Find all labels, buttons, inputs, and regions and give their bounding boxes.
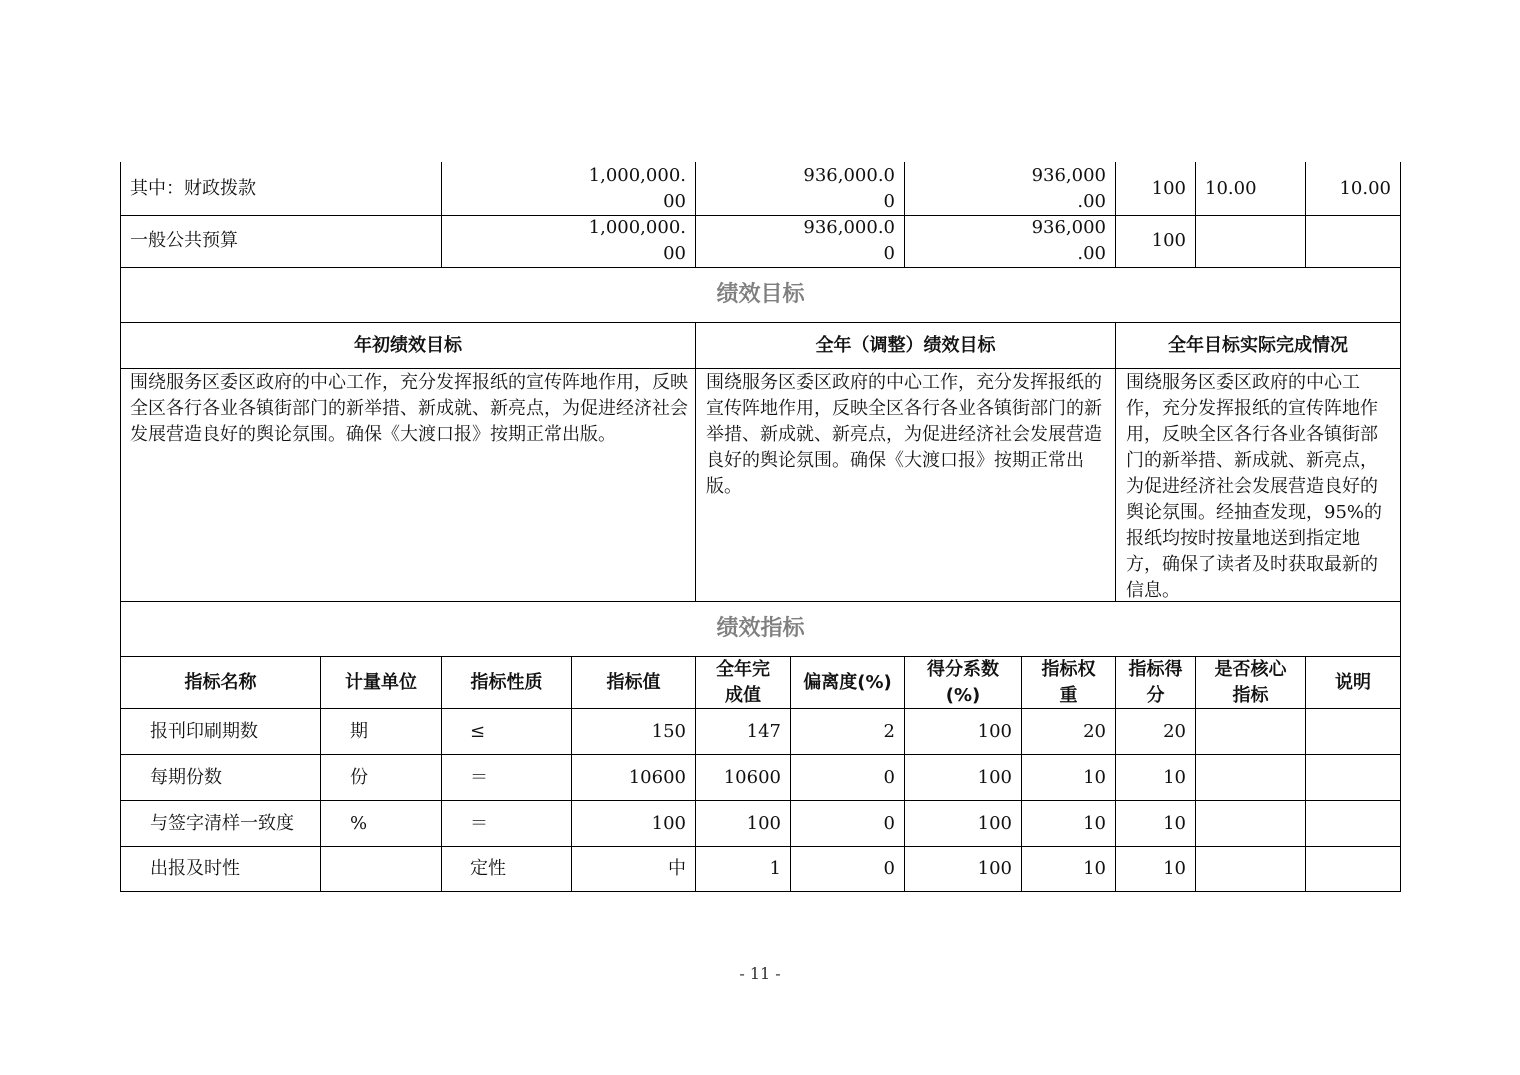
indicator-header-done: [696, 657, 790, 708]
indicator-header-deviation: 偏离度(%): [803, 671, 892, 693]
budget-row-value-2: [699, 215, 895, 267]
indicator-done: 1: [769, 858, 781, 879]
value-line: 936,000.0: [803, 165, 895, 186]
indicator-core: [1196, 709, 1305, 754]
budget-row-score: [1308, 215, 1391, 267]
indicator-note: [1306, 709, 1400, 754]
value-line: .00: [1077, 243, 1106, 264]
header-line: 全年完: [716, 659, 770, 680]
budget-row-label: 一般公共预算: [130, 230, 238, 251]
indicator-nature: 定性: [470, 858, 506, 879]
indicator-done: 147: [746, 720, 781, 742]
indicator-nature: ≤: [470, 720, 486, 742]
value-line: 1,000,000.: [588, 217, 686, 238]
table-border-right: [1400, 162, 1401, 892]
indicator-weight: 10: [1083, 812, 1106, 834]
header-line: 指标得: [1128, 659, 1183, 680]
indicator-unit: %: [350, 812, 368, 834]
indicator-coef: 100: [977, 812, 1012, 834]
grid-line: [120, 368, 1401, 369]
indicator-core: [1196, 847, 1305, 891]
indicator-score: 10: [1163, 766, 1186, 788]
indicator-score: 10: [1163, 812, 1186, 834]
indicator-header-score: [1116, 657, 1195, 708]
indicator-header-note: 说明: [1335, 671, 1371, 693]
value-line: 0: [883, 243, 895, 264]
value-line: 936,000.0: [803, 217, 895, 238]
budget-row-value-1: [445, 215, 686, 267]
indicator-header-unit: 计量单位: [345, 671, 417, 693]
section-title-indicators: 绩效指标: [716, 616, 805, 641]
indicator-name: 出报及时性: [150, 858, 240, 879]
budget-row-score: 10.00: [1339, 177, 1391, 199]
indicator-unit: 期: [350, 720, 368, 742]
indicator-score: 20: [1163, 720, 1186, 742]
indicator-coef: 100: [977, 858, 1012, 879]
indicator-value: 100: [651, 812, 686, 834]
indicator-core: [1196, 755, 1305, 800]
indicator-header-name: 指标名称: [184, 671, 257, 693]
value-line: 00: [663, 191, 686, 212]
indicator-coef: 100: [977, 720, 1012, 742]
value-line: 1,000,000.: [588, 165, 686, 186]
value-line: 00: [663, 243, 686, 264]
indicator-note: [1306, 755, 1400, 800]
indicator-header-core: [1196, 657, 1305, 708]
budget-row-value-1: [445, 163, 686, 215]
indicator-weight: 20: [1083, 720, 1106, 742]
indicator-done: 10600: [723, 766, 781, 788]
value-line: 936,000: [1031, 165, 1106, 186]
indicator-header-weight: [1022, 657, 1115, 708]
indicator-name: 与签字清样一致度: [150, 812, 294, 834]
header-line: 重: [1059, 685, 1078, 706]
value-line: 936,000: [1031, 217, 1106, 238]
goals-header-adjusted: 全年（调整）绩效目标: [815, 334, 996, 356]
indicator-name: 报刊印刷期数: [150, 720, 258, 742]
header-line: 得分系数: [927, 659, 999, 680]
indicator-weight: 10: [1083, 858, 1106, 879]
goals-initial-text: 围绕服务区委区政府的中心工作，充分发挥报纸的宣传阵地作用，反映全区各行各业各镇街部门的新举措、新成就、新亮点，为促进经济社会发展营造良好的舆论氛围。确保《大渡口报》按期正常出版。: [130, 372, 688, 445]
header-line: 指标权: [1041, 659, 1096, 680]
budget-row-value-2: [699, 163, 895, 215]
indicator-coef: 100: [977, 766, 1012, 788]
indicator-value: 中: [668, 858, 686, 879]
indicator-deviation: 0: [883, 812, 895, 834]
indicator-nature: ＝: [470, 766, 488, 788]
header-line: 分: [1146, 685, 1165, 706]
indicator-weight: 10: [1083, 766, 1106, 788]
header-line: (%): [945, 685, 981, 706]
indicator-note: [1306, 847, 1400, 891]
header-line: 成值: [725, 685, 761, 706]
goals-adjusted-text: 围绕服务区委区政府的中心工作，充分发挥报纸的宣传阵地作用，反映全区各行各业各镇街部门的新举措、新成就、新亮点，为促进经济社会发展营造良好的舆论氛围。确保《大渡口报》按期正常出版。: [706, 372, 1102, 497]
budget-row-value-3: [908, 215, 1106, 267]
budget-row-weight: [1205, 215, 1300, 267]
indicator-score: 10: [1163, 858, 1186, 879]
indicator-deviation: 0: [883, 858, 895, 879]
indicator-value: 10600: [628, 766, 686, 788]
indicator-done: 100: [746, 812, 781, 834]
header-line: 是否核心: [1214, 659, 1287, 680]
value-line: .00: [1077, 191, 1106, 212]
indicator-name: 每期份数: [150, 766, 222, 788]
budget-row-rate: 100: [1151, 230, 1186, 251]
indicator-core: [1196, 801, 1305, 846]
section-title-goals: 绩效目标: [716, 282, 805, 307]
indicator-value: 150: [651, 720, 686, 742]
indicator-deviation: 0: [883, 766, 895, 788]
header-line: 指标: [1232, 685, 1269, 706]
goals-header-actual: 全年目标实际完成情况: [1168, 334, 1348, 356]
goals-actual-text: 围绕服务区委区政府的中心工作，充分发挥报纸的宣传阵地作用，反映全区各行各业各镇街部门的新举措、新成就、新亮点，为促进经济社会发展营造良好的舆论氛围。经抽查发现，95%的报纸均按时按量地送到指定地方，确保了读者及时获取最新的信息。: [1126, 372, 1383, 601]
indicator-header-value: 指标值: [606, 671, 661, 693]
value-line: 0: [883, 191, 895, 212]
budget-row-rate: 100: [1151, 177, 1186, 199]
indicator-unit: [350, 847, 438, 891]
indicator-note: [1306, 801, 1400, 846]
goals-header-initial: 年初绩效目标: [354, 334, 462, 356]
budget-row-weight: 10.00: [1205, 177, 1257, 199]
indicator-deviation: 2: [883, 720, 895, 742]
indicator-header-coef: [905, 657, 1021, 708]
indicator-nature: ＝: [470, 812, 488, 834]
budget-row-label: 其中：财政拨款: [130, 177, 256, 199]
grid-line: [120, 891, 1401, 892]
indicator-header-nature: 指标性质: [470, 671, 543, 693]
indicator-unit: 份: [350, 766, 368, 788]
budget-row-value-3: [908, 163, 1106, 215]
page-number: - 11 -: [739, 964, 781, 983]
